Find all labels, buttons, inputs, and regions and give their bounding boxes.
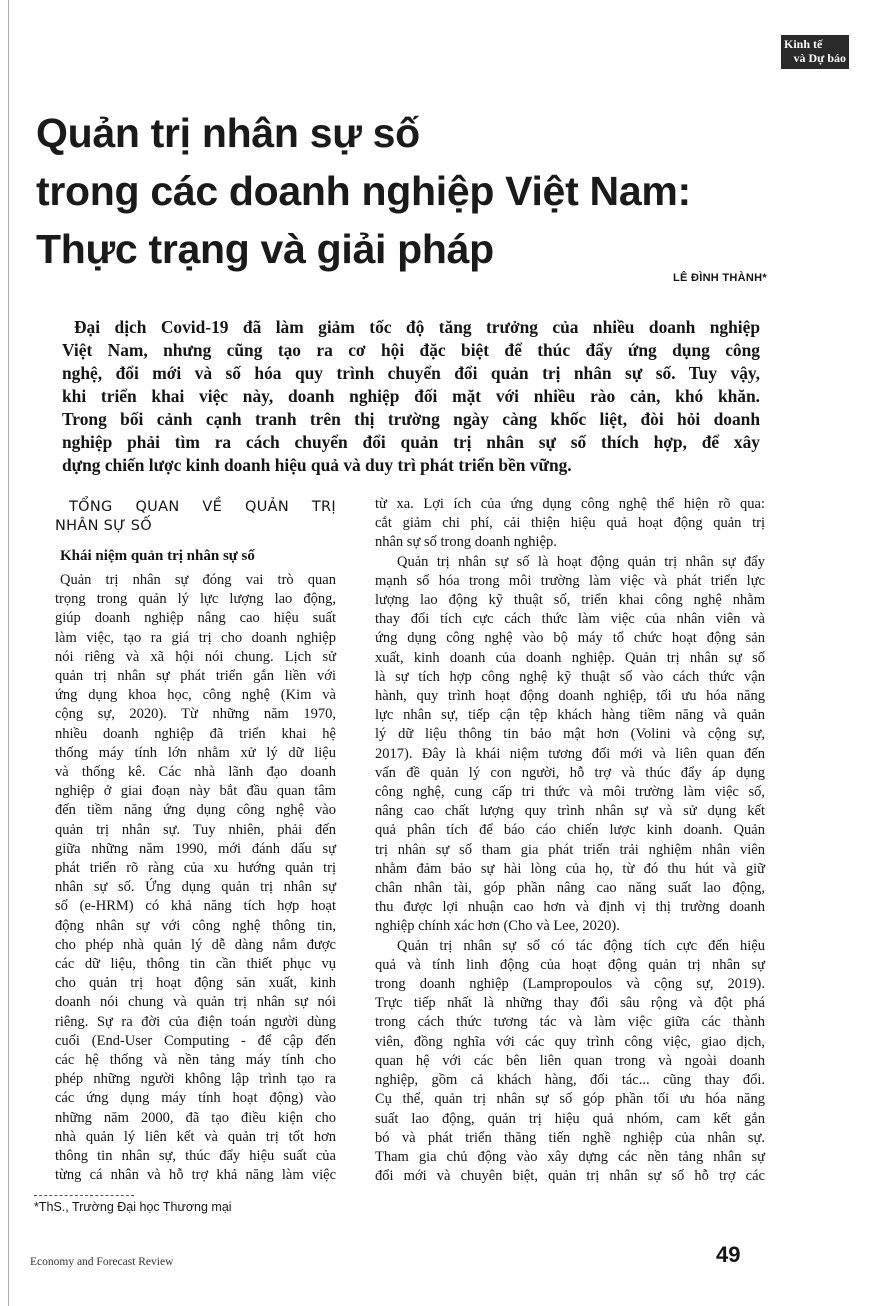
section-heading <box>55 498 336 536</box>
body-line: vấn đề quản lý con người, hỗ trợ và thúc đẩy áp dụng <box>375 764 765 781</box>
abstract-line: Trong bối cảnh cạnh tranh trên thị trường ngày càng khốc liệt, đòi hỏi doanh <box>62 409 760 429</box>
abstract <box>62 316 760 477</box>
body-line: các dữ liệu, thông tin cần thiết phục vụ <box>55 956 336 973</box>
body-line: Quản trị nhân sự số có tác động tích cực đến hiệu <box>397 937 765 954</box>
body-line: thu được lợi nhuận cao hơn và định vị thị trường doanh <box>375 899 765 916</box>
abstract-line: nghệ, đổi mới và số hóa quy trình chuyển đổi quản trị nhân sự số. Tuy vậy, <box>62 363 760 383</box>
body-line: trong cách thức tương tác và làm việc giữa các thành <box>375 1014 765 1031</box>
body-line: nghiệp ở giai đoạn này bắt đầu quan tâm <box>55 783 336 800</box>
journal-name: Economy and Forecast Review <box>30 1256 174 1268</box>
body-line: Trực tiếp nhất là những thay đổi sâu rộng và đột phá <box>375 995 765 1012</box>
body-line: 2017). Đây là khái niệm tương đối mới và liên quan đến <box>375 745 765 762</box>
body-line: lực nhân sự, tiếp cận tệp khách hàng tiềm năng và quản <box>375 707 765 724</box>
article-title <box>36 104 691 278</box>
body-line: cuối (End-User Computing - để cập đến <box>55 1032 336 1049</box>
body-line: cho quản trị hoạt động sản xuất, kinh <box>55 975 336 992</box>
body-line: thay đổi tích cực cách thức làm việc của nhân viên và <box>375 611 765 628</box>
body-line: nghiệp, gồm cả khách hàng, đối tác... cũng thay đổi. <box>375 1072 765 1089</box>
body-line: số (e-HRM) có khả năng tích hợp hoạt <box>55 898 336 915</box>
body-line: quả phân tích để báo cáo chiến lược kinh doanh. Quản <box>375 822 765 839</box>
logo-line-1: Kinh tế <box>784 37 823 51</box>
body-line: quả và tính linh động của hoạt động quản trị nhân sự <box>375 956 765 973</box>
logo-line-2: và Dự báo <box>793 51 846 65</box>
body-line: viên, đồng nghĩa với các quy trình công việc, giao dịch, <box>375 1033 765 1050</box>
abstract-line: khi triển khai việc này, doanh nghiệp đối mặt với nhiều rào cản, khó khăn. <box>62 386 760 406</box>
body-line: lượng lao động kỹ thuật số, triển khai công nghệ nhằm <box>375 592 765 609</box>
body-line: trị nhân sự số tham gia phát triển trải nghiệm nhân viên <box>375 841 765 858</box>
abstract-line: dựng chiến lược kinh doanh hiệu quả và duy trì phát triển bền vững. <box>62 455 572 475</box>
body-line: giữa những năm 1990, mới đánh dấu sự <box>55 840 336 857</box>
body-line: cộng sự, 2020). Từ những năm 1970, <box>55 706 336 723</box>
body-line: Quản trị nhân sự số là hoạt động quản trị nhân sự đẩy <box>397 553 765 570</box>
body-line: quản trị nhân sự phát triển gắn liền với <box>55 668 336 685</box>
body-line: quản trị nhân sự. Tuy nhiên, phải đến <box>55 821 336 838</box>
body-line: thông tin nhân sự, thúc đẩy hiệu suất của <box>55 1148 336 1165</box>
body-line: nói riêng và xã hội nói chung. Lịch sử <box>55 648 336 665</box>
right-column <box>375 495 765 1186</box>
body-line: các ứng dụng máy tính hoạt động) vào <box>55 1090 336 1107</box>
title-line: Quản trị nhân sự số <box>36 110 420 156</box>
body-line: đổi mới và chuyên biệt, quản trị nhân sự số hỗ trợ các <box>375 1168 765 1185</box>
body-line: mạnh số hóa trong môi trường làm việc và phát triển lực <box>375 572 765 589</box>
body-line: quan hệ với các bên liên quan trong và ngoài doanh <box>375 1052 765 1069</box>
body-line: giúp doanh nghiệp nâng cao hiệu suất <box>55 610 336 627</box>
body-line: là sự tích hợp công nghệ kỹ thuật số vào cách thức vận <box>375 668 765 685</box>
section-heading-line: NHÂN SỰ SỐ <box>55 518 152 534</box>
body-line: Quản trị nhân sự đóng vai trò quan <box>60 572 336 588</box>
body-line: nhằm đảm bảo sự hài lòng của họ, từ đó thu hút và giữ <box>375 860 765 877</box>
body-line: nghiệp chính xác hơn (Cho và Lee, 2020). <box>375 918 620 935</box>
abstract-line: nghiệp phải tìm ra cách chuyển đổi quản trị nhân sự số thích hợp, để xây <box>62 432 760 452</box>
body-line: đến tiềm năng ứng dụng công nghệ vào <box>55 802 336 819</box>
body-line: riêng. Sự ra đời của điện toán người dùng <box>55 1013 336 1030</box>
body-line: cắt giảm chi phí, cải thiện hiệu quả hoạt động quản trị <box>375 515 765 532</box>
body-line: ứng dụng công nghệ vào bộ máy tổ chức hoạt động sản <box>375 630 765 647</box>
body-line: và thống kê. Các nhà lãnh đạo doanh <box>55 764 336 781</box>
body-line: phát triển rõ ràng của xu hướng quản trị <box>55 860 336 877</box>
body-line: lý dữ liệu thông tin bảo mật hơn (Volini và cộng sự, <box>375 726 765 743</box>
subheading: Khái niệm quản trị nhân sự số <box>60 548 255 564</box>
body-line: nhiều doanh nghiệp đã triển khai hệ <box>55 725 336 742</box>
title-line: trong các doanh nghiệp Việt Nam: <box>36 168 691 214</box>
body-line: suất lao động, quản trị hiệu quả nhóm, cam kết gắn <box>375 1110 765 1127</box>
body-line: trong doanh nghiệp (Lampropoulos và cộng sự, 2019). <box>375 976 765 993</box>
abstract-line: Việt Nam, nhưng cũng tạo ra cơ hội đặc biệt để thúc đẩy ứng dụng công <box>62 340 760 360</box>
body-line: thống máy tính lớn nhằm xử lý dữ liệu <box>55 744 336 761</box>
body-line: các hệ thống và nền tảng máy tính cho <box>55 1052 336 1069</box>
body-line: Cụ thể, quản trị nhân sự số góp phần tối ưu hóa năng <box>375 1091 765 1108</box>
body-line: những năm 2000, đã tạo điều kiện cho <box>55 1109 336 1126</box>
body-line: chân nhân tài, góp phần nâng cao năng suất lao động, <box>375 880 765 897</box>
body-line: từ xa. Lợi ích của ứng dụng công nghệ thể hiện rõ qua: <box>375 496 765 512</box>
body-line: hành, quy trình hoạt động doanh nghiệp, tối ưu hóa năng <box>375 688 765 705</box>
body-line: trọng trong quản lý lực lượng lao động, <box>55 591 336 608</box>
footnote: *ThS., Trường Đại học Thương mại <box>34 1200 232 1214</box>
body-line: Tham gia chủ động vào xây dựng các nền tảng nhân sự <box>375 1148 765 1165</box>
body-line: từng cá nhân và hỗ trợ khả năng làm việc <box>55 1167 336 1184</box>
page-number: 49 <box>716 1242 741 1267</box>
body-line: phép những người không lập trình tạo ra <box>55 1071 336 1088</box>
body-line: nâng cao chất lượng quy trình nhân sự và sử dụng kết <box>375 803 765 820</box>
left-column <box>55 571 336 1186</box>
scan-edge-line <box>8 0 9 1306</box>
body-line: cho phép nhà quản lý dễ dàng nắm được <box>55 936 336 953</box>
abstract-line: Đại dịch Covid-19 đã làm giảm tốc độ tăng trưởng của nhiều doanh nghiệp <box>74 317 760 337</box>
footnote-divider <box>34 1195 134 1196</box>
title-line: Thực trạng và giải pháp <box>36 226 494 272</box>
journal-logo <box>781 35 849 69</box>
body-line: xuất, kinh doanh của doanh nghiệp. Quản trị nhân sự số <box>375 649 765 666</box>
author-name: LÊ ĐÌNH THÀNH* <box>672 272 767 284</box>
body-line: nhân sự số trong doanh nghiệp. <box>375 534 557 551</box>
body-line: bó và phát triển thăng tiến nghề nghiệp của nhân sự. <box>375 1129 765 1146</box>
body-line: công nghệ, cung cấp tri thức và môi trường làm việc số, <box>375 784 765 801</box>
body-line: nhân sự số. Ứng dụng quản trị nhân sự <box>55 879 336 896</box>
section-heading-line: TỔNG QUAN VỀ QUẢN TRỊ <box>69 499 336 515</box>
body-line: nhà quản lý liên kết và quản trị tốt hơn <box>55 1128 336 1145</box>
body-line: động nhân sự với công nghệ thông tin, <box>55 917 336 934</box>
body-line: doanh nói chung và quản trị nhân sự nói <box>55 994 336 1011</box>
body-line: làm việc, tạo ra giá trị cho doanh nghiệp <box>55 629 336 646</box>
body-line: ứng dụng khoa học, công nghệ (Kim và <box>55 687 336 704</box>
